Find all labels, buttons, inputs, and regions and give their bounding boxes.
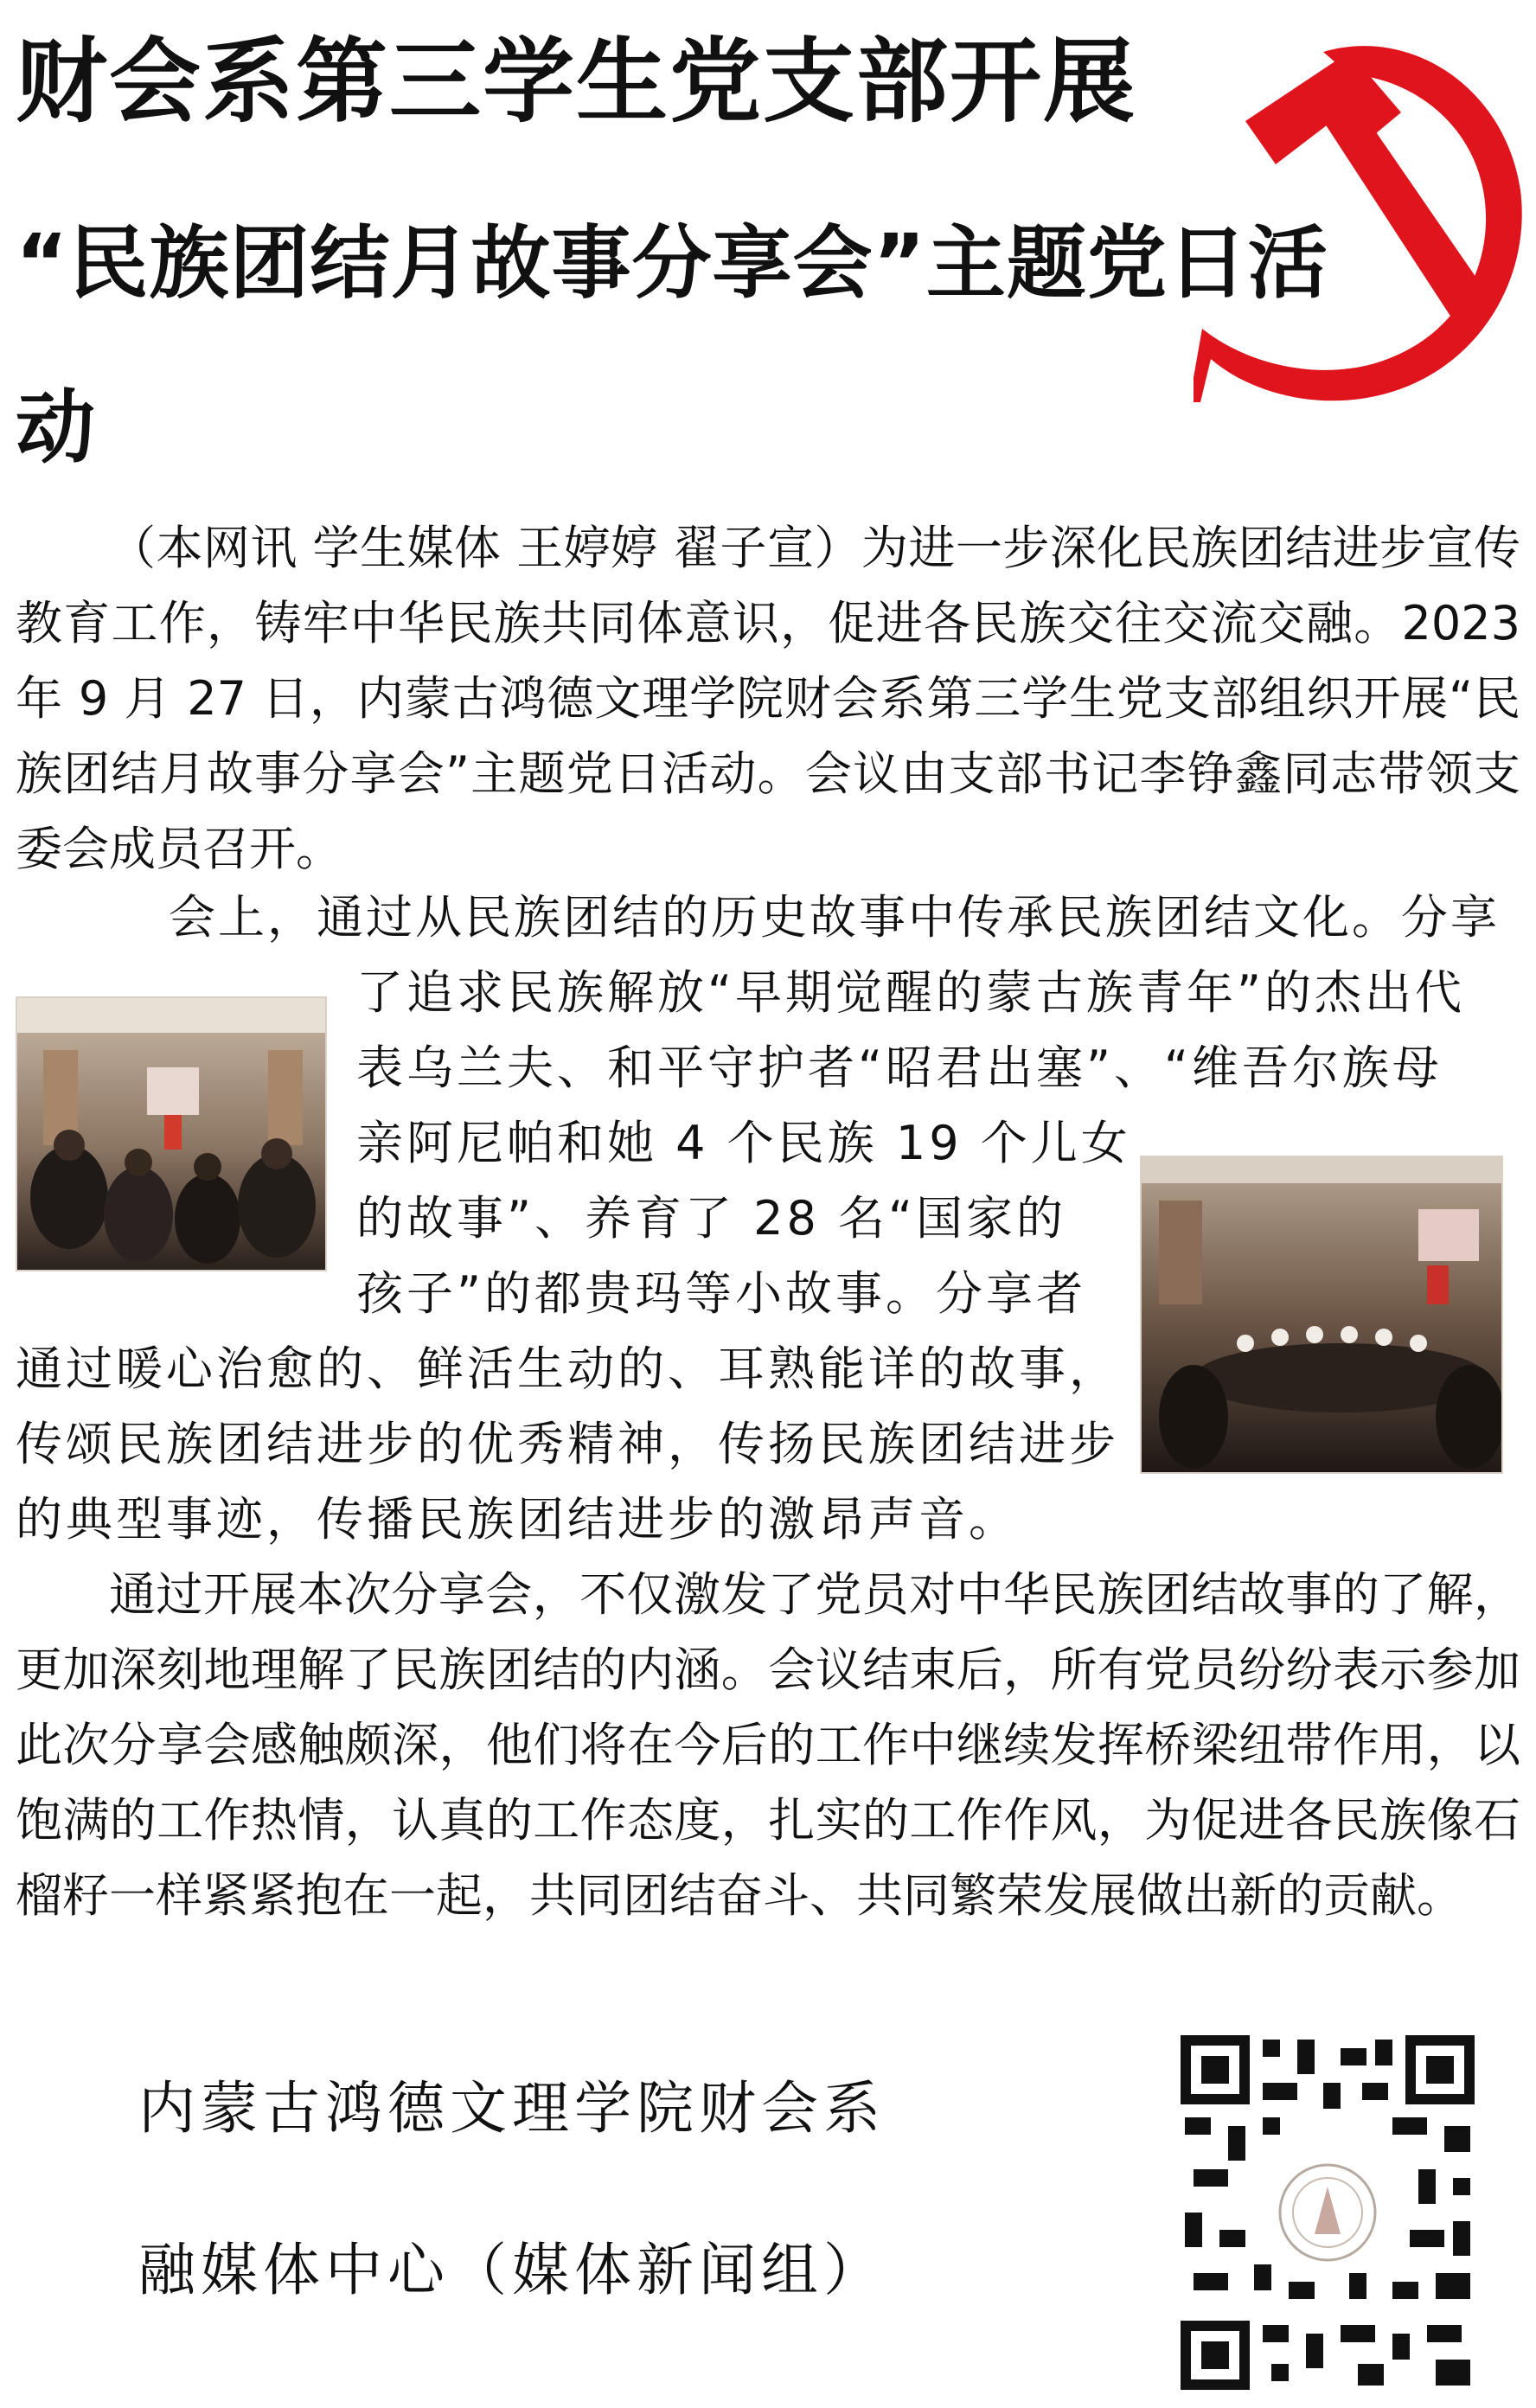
paragraph-3: 通过开展本次分享会，不仅激发了党员对中华民族团结故事的了解，更加深刻地理解了民族团结的内涵。会议结束后，所有党员纷纷表示参加此次分享会感触颇深，他们将在今后的工作中继续发挥桥梁纽带作用，以饱满的工作热情，认真的工作态度，扎实的工作作风，为促进各民族像石榴籽一样紧紧抱在一起，共同团结奋斗、共同繁荣发展做出新的贡献。 bbox=[16, 1567, 1520, 1923]
paragraph-2-line-5: 的故事”、养育了 28 名“国家的 bbox=[356, 1191, 1066, 1246]
paragraph-2-line-9: 的典型事迹，传播民族团结进步的激昂声音。 bbox=[16, 1492, 1019, 1547]
title-line-3: 动 bbox=[16, 381, 96, 474]
footer-department: 融媒体中心（媒体新闻组） bbox=[138, 2237, 886, 2303]
paragraph-2-line-7: 通过暖心治愈的、鲜活生动的、耳熟能详的故事， bbox=[16, 1342, 1119, 1396]
paragraph-2-line-1: 会上，通过从民族团结的历史故事中传承民族团结文化。分享 bbox=[169, 890, 1500, 945]
article-body-tail bbox=[16, 1557, 1520, 1933]
meeting-photo-2 bbox=[1140, 1156, 1503, 1474]
paragraph-2-line-4: 亲阿尼帕和她 4 个民族 19 个儿女 bbox=[356, 1116, 1131, 1170]
footer-organization: 内蒙古鸿德文理学院财会系 bbox=[138, 2075, 886, 2142]
paragraph-2-line-8: 传颂民族团结进步的优秀精神，传扬民族团结进步 bbox=[16, 1417, 1119, 1471]
meeting-photo-1 bbox=[16, 996, 327, 1271]
qr-code-icon bbox=[1176, 2031, 1479, 2394]
paragraph-2-line-3: 表乌兰夫、和平守护者“昭君出塞”、“维吾尔族母 bbox=[356, 1041, 1443, 1095]
title-line-1: 财会系第三学生党支部开展 bbox=[16, 29, 1136, 135]
paragraph-1: （本网讯 学生媒体 王婷婷 翟子宣）为进一步深化民族团结进步宣传教育工作，铸牢中华民族共同体意识，促进各民族交往交流交融。2023年 9 月 27 日，内蒙古鸿德文理学院财会系第三学生党支部组织开展“民族团结月故事分享会”主题党日活动。会议由支部书记李铮鑫同志带领支委会成员召开。 bbox=[16, 521, 1520, 876]
title-line-2: “民族团结月故事分享会”主题党日活 bbox=[16, 217, 1328, 310]
paragraph-2-line-2: 了追求民族解放“早期觉醒的蒙古族青年”的杰出代 bbox=[356, 965, 1465, 1020]
party-emblem-icon bbox=[1194, 17, 1531, 424]
paragraph-2-line-6: 孩子”的都贵玛等小故事。分享者 bbox=[356, 1266, 1086, 1321]
article-body bbox=[16, 510, 1520, 887]
article-title bbox=[16, 26, 1328, 484]
